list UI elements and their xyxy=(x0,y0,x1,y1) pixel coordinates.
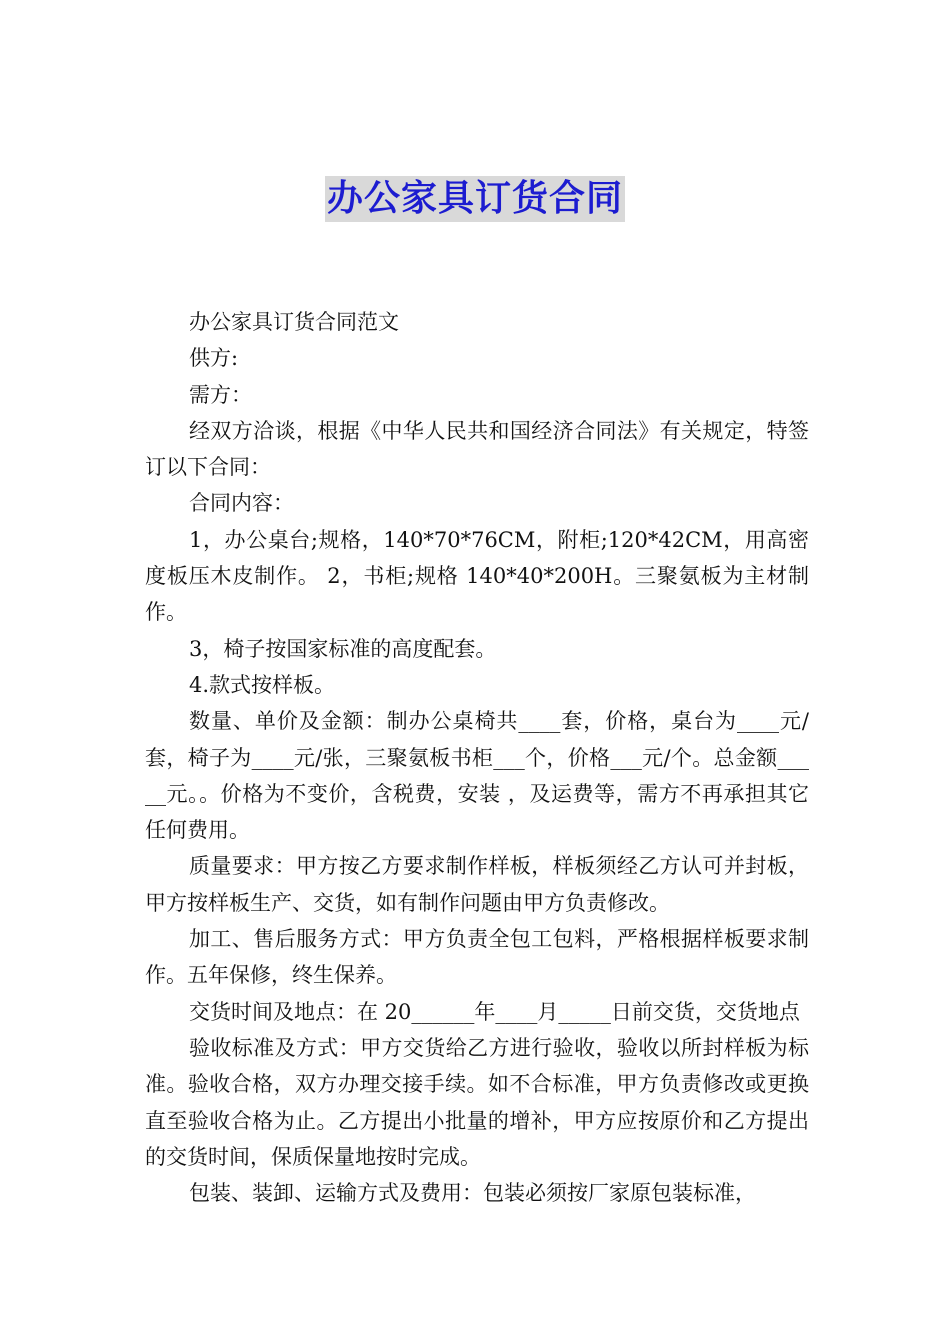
paragraph-acceptance: 验收标准及方式：甲方交货给乙方进行验收，验收以所封样板为标准。验收合格，双方办理交接手续。如不合标准，甲方负责修改或更换直至验收合格为止。乙方提出小批量的增补，甲方应按原价和乙方提出的交货时间，保质保量地按时完成。 xyxy=(145,1035,809,1169)
paragraph-service: 加工、售后服务方式：甲方负责全包工包料，严格根据样板要求制作。五年保修，终生保养。 xyxy=(145,927,809,988)
paragraph-buyer: 需方： xyxy=(189,382,252,407)
document-title: 办公家具订货合同 xyxy=(325,176,625,222)
paragraph-item-style: 4.款式按样板。 xyxy=(189,672,336,697)
paragraph-delivery: 交货时间及地点：在 20______年____月_____日前交货，交货地点 xyxy=(189,999,800,1024)
document-body xyxy=(145,304,809,1211)
paragraph-packaging: 包装、装卸、运输方式及费用：包装必须按厂家原包装标准， xyxy=(189,1181,756,1206)
paragraph-quantity-price: 数量、单价及金额：制办公桌椅共____套，价格，桌台为____元/套，椅子为____元/张，三聚氨板书柜___个，价格___元/个。总金额_____元。。价格为不变价，含税费，安装 ，及运费等，需方不再承担其它任何费用。 xyxy=(145,709,809,843)
paragraph-preamble: 经双方洽谈，根据《中华人民共和国经济合同法》有关规定，特签订以下合同： xyxy=(145,418,809,480)
paragraph-quality: 质量要求：甲方按乙方要求制作样板，样板须经乙方认可并封板，甲方按样板生产、交货，如有制作问题由甲方负责修改。 xyxy=(145,854,809,915)
paragraph-item-chair: 3，椅子按国家标准的高度配套。 xyxy=(189,636,497,661)
paragraph-contents-heading: 合同内容： xyxy=(189,491,294,516)
paragraph-supplier: 供方: xyxy=(189,346,239,371)
paragraph-item-desk-bookcase: 1，办公桌台;规格，140*70*76CM，附柜;120*42CM，用高密度板压木皮制作。 2，书柜;规格 140*40*200H。三聚氨板为主材制作。 xyxy=(145,527,809,625)
title-container xyxy=(0,176,950,222)
paragraph-subtitle: 办公家具订货合同范文 xyxy=(189,310,399,334)
